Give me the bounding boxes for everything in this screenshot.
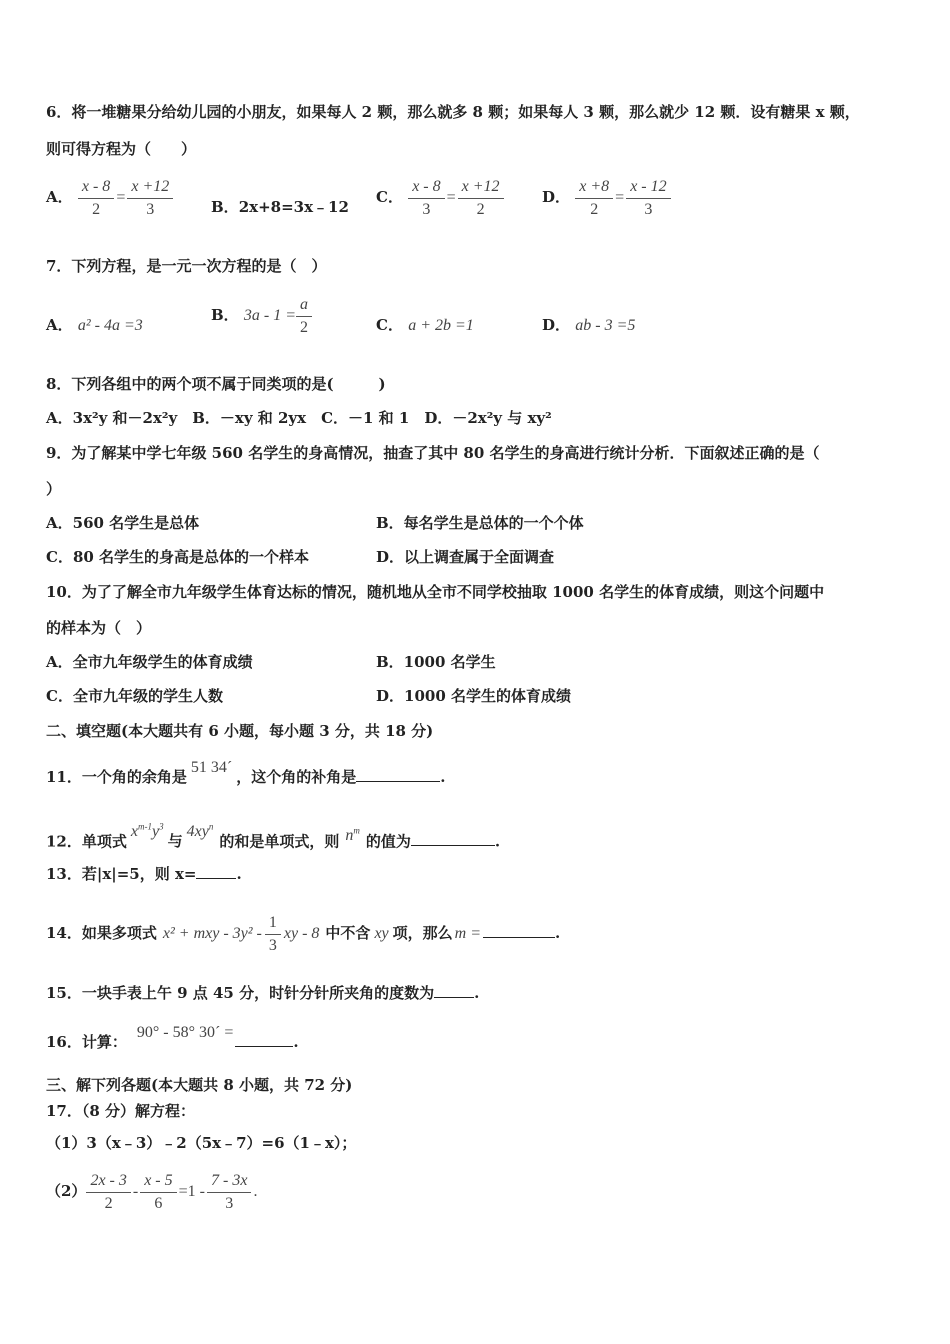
q16-pre: 16．计算： xyxy=(46,1033,127,1051)
denominator: 2 xyxy=(476,200,485,218)
option-label: C． xyxy=(376,316,403,334)
option-math: a + 2b =1 xyxy=(408,317,474,334)
q12-monomial-2 xyxy=(187,823,214,840)
exponent: m-1 xyxy=(137,822,152,832)
period: . xyxy=(293,1033,299,1051)
denominator: 6 xyxy=(154,1194,163,1212)
denominator: 2 xyxy=(104,1194,113,1212)
option-label: B． xyxy=(211,198,239,216)
period: . xyxy=(253,1183,258,1200)
option-label: A． xyxy=(46,316,73,334)
option-math: 3a - 1 = xyxy=(243,307,297,324)
q14-polynomial-a: x² + mxy - 3y² - xyxy=(162,925,262,942)
q9-option-b: B．每名学生是总体的一个个体 xyxy=(376,514,584,532)
q12-power xyxy=(345,827,360,844)
q7-option-c xyxy=(376,315,474,336)
option-label: A． xyxy=(46,188,73,206)
q11-answer-blank[interactable] xyxy=(356,781,440,782)
part-label: （2） xyxy=(46,1182,87,1200)
equals-part: =1 - xyxy=(178,1183,205,1200)
q12-monomial-1 xyxy=(131,823,164,840)
fraction xyxy=(265,912,281,957)
fraction xyxy=(140,1170,176,1215)
q11 xyxy=(46,748,445,797)
fraction xyxy=(575,176,613,221)
numerator: x +8 xyxy=(575,176,613,199)
q10-option-a: A．全市九年级学生的体育成绩 xyxy=(46,653,253,671)
q6-stem-line1: 6．将一堆糖果分给幼儿园的小朋友，如果每人 2 颗，那么就多 8 颗；如果每人 3 颗，那么就少 12 颗．设有糖果 x 颗， xyxy=(46,103,860,121)
q14-polynomial-b: xy - 8 xyxy=(283,925,320,942)
numerator: 1 xyxy=(265,912,281,935)
q14-pre: 14．如果多项式 xyxy=(46,924,157,942)
exponent: n xyxy=(208,822,214,832)
denominator: 2 xyxy=(300,318,309,336)
numerator: 2x - 3 xyxy=(86,1170,130,1193)
q11-angle: 51 34´ xyxy=(190,759,233,776)
q9-stem-line2: ） xyxy=(46,480,62,498)
period: . xyxy=(555,924,561,942)
term: y xyxy=(151,823,160,841)
q17-part-1: （1）3（x﹣3）﹣2（5x﹣7）=6（1﹣x）； xyxy=(46,1134,357,1152)
q10-option-d: D．1000 名学生的体育成绩 xyxy=(376,687,571,705)
option-label: D． xyxy=(542,188,571,206)
period: . xyxy=(494,832,501,851)
q17-part-2 xyxy=(46,1167,259,1216)
denominator: 3 xyxy=(268,936,277,954)
denominator: 3 xyxy=(644,200,653,218)
numerator: x +12 xyxy=(458,176,504,199)
option-text: 2x+8=3x﹣12 xyxy=(238,198,349,216)
q15 xyxy=(46,983,479,1003)
q7-stem: 7．下列方程，是一元一次方程的是（ ） xyxy=(46,257,327,275)
q6-option-c xyxy=(376,172,504,223)
period: . xyxy=(236,865,242,883)
equals-sign: = xyxy=(615,189,625,206)
fraction xyxy=(207,1170,251,1215)
q12-and: 与 xyxy=(167,832,183,851)
numerator: x - 5 xyxy=(140,1170,176,1193)
q9-stem-line1: 9．为了解某中学七年级 560 名学生的身高情况，抽查了其中 80 名学生的身高进行统计分析．下面叙述正确的是（ xyxy=(46,444,820,462)
option-label: D． xyxy=(542,316,571,334)
period: . xyxy=(474,984,480,1002)
fraction xyxy=(408,176,444,221)
numerator: 7 - 3x xyxy=(207,1170,251,1193)
numerator: x - 8 xyxy=(408,176,444,199)
option-math: ab - 3 =5 xyxy=(575,317,636,334)
term: n xyxy=(345,827,354,845)
denominator: 2 xyxy=(92,200,101,218)
fraction xyxy=(86,1170,130,1215)
numerator: x - 8 xyxy=(78,176,114,199)
q14-mid: 中不含 xyxy=(325,924,371,942)
q10-option-b: B．1000 名学生 xyxy=(376,653,496,671)
exponent: m xyxy=(353,826,360,836)
q11-pre: 11．一个角的余角是 xyxy=(46,768,187,786)
q12-post2: 的值为 xyxy=(365,832,411,851)
q16-answer-blank[interactable] xyxy=(235,1046,293,1047)
fraction xyxy=(458,176,504,221)
q10-stem-line1: 10．为了了解全市九年级学生体育达标的情况，随机地从全市不同学校抽取 1000 名学生的体育成绩，则这个问题中 xyxy=(46,583,825,601)
q9-option-c: C．80 名学生的身高是总体的一个样本 xyxy=(46,548,310,566)
fraction xyxy=(626,176,670,221)
minus-sign: - xyxy=(132,1183,139,1200)
q14-xy: xy xyxy=(374,925,389,942)
numerator: x - 12 xyxy=(626,176,670,199)
option-label: C． xyxy=(376,188,403,206)
q8-options: A．3x²y 和－2x²y B．－xy 和 2yx C．－1 和 1 D．－2x²y 与 xy² xyxy=(46,409,552,427)
option-label: B． xyxy=(211,306,239,324)
equals-sign: = xyxy=(116,189,126,206)
period: . xyxy=(440,768,446,786)
q6-option-b xyxy=(211,197,349,217)
exponent: 3 xyxy=(159,822,164,832)
q9-option-d: D．以上调查属于全面调查 xyxy=(376,548,555,566)
q16-expression: 90° - 58° 30´ = xyxy=(136,1024,234,1041)
fraction xyxy=(127,176,173,221)
q17-stem: 17．（8 分）解方程： xyxy=(46,1102,196,1120)
q15-text: 15．一块手表上午 9 点 45 分，时针分针所夹角的度数为 xyxy=(46,984,435,1002)
section-heading-fill-in: 二、填空题(本大题共有 6 小题，每小题 3 分，共 18 分) xyxy=(46,722,434,740)
term: 4xy xyxy=(186,823,209,841)
denominator: 2 xyxy=(590,200,599,218)
q11-post: ，这个角的补角是 xyxy=(236,768,357,786)
q6-option-d xyxy=(542,172,671,223)
q10-stem-line2: 的样本为（ ） xyxy=(46,619,152,637)
q9-option-a: A．560 名学生是总体 xyxy=(46,514,200,532)
numerator: x +12 xyxy=(127,176,173,199)
q13-answer-blank[interactable] xyxy=(196,878,236,879)
q10-option-c: C．全市九年级的学生人数 xyxy=(46,687,223,705)
q7-option-d xyxy=(542,315,635,336)
q6-stem-line2: 则可得方程为（ ） xyxy=(46,140,197,158)
denominator: 3 xyxy=(422,200,431,218)
fraction xyxy=(296,294,312,339)
denominator: 3 xyxy=(146,200,155,218)
q12 xyxy=(46,806,500,862)
q13 xyxy=(46,864,242,884)
denominator: 3 xyxy=(225,1194,234,1212)
equals-sign: = xyxy=(446,189,456,206)
q15-answer-blank[interactable] xyxy=(434,997,474,998)
q7-option-b xyxy=(211,292,312,339)
q6-option-a xyxy=(46,172,173,223)
fraction xyxy=(78,176,114,221)
term: x xyxy=(130,823,138,841)
q13-text: 13．若|x|=5，则 x= xyxy=(46,865,197,883)
section-heading-solve: 三、解下列各题(本大题共 8 小题，共 72 分) xyxy=(46,1076,353,1094)
q12-pre: 12．单项式 xyxy=(46,832,127,851)
q12-post: 的和是单项式，则 xyxy=(219,832,340,851)
q16 xyxy=(46,1013,299,1062)
q7-option-a xyxy=(46,315,143,336)
q8-stem: 8．下列各组中的两个项不属于同类项的是( ) xyxy=(46,375,386,393)
q14-post: 项，那么 xyxy=(392,924,453,942)
q14 xyxy=(46,903,560,964)
q14-answer-blank[interactable] xyxy=(483,937,555,938)
numerator: a xyxy=(296,294,312,317)
option-math: a² - 4a =3 xyxy=(77,317,143,334)
q14-m: m = xyxy=(454,925,482,942)
q12-answer-blank[interactable] xyxy=(411,845,495,846)
